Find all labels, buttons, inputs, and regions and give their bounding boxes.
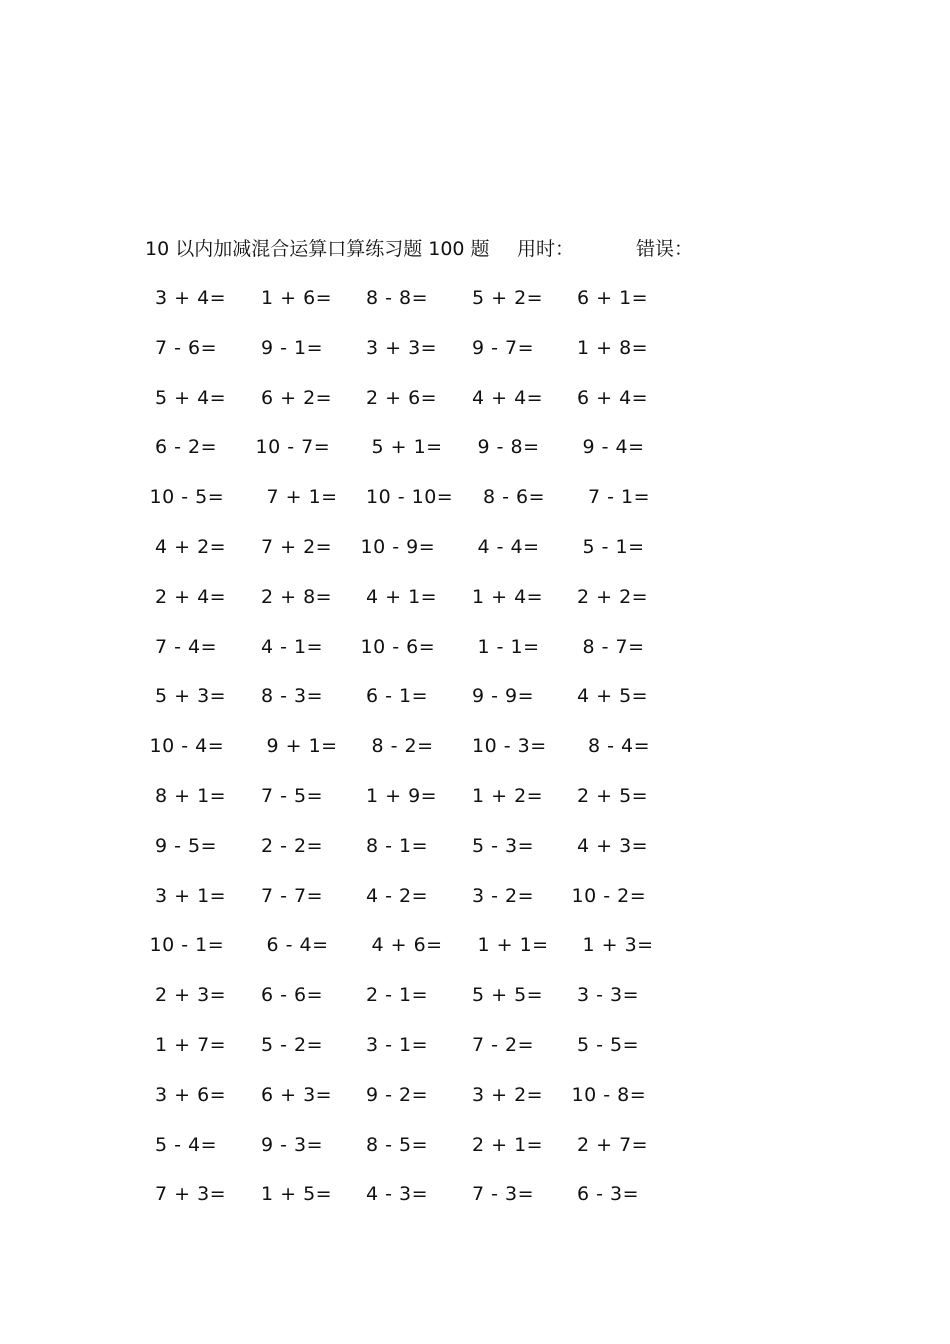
problem-item: 1 + 3= (582, 934, 654, 957)
problem-item: 7 - 7= (261, 884, 324, 907)
problem-item: 1 + 6= (261, 287, 333, 309)
problem-item: 4 + 4= (472, 386, 544, 409)
error-count-label: 错误： (636, 238, 694, 260)
problem-item: 1 + 9= (366, 784, 438, 807)
problem-item: 6 + 4= (577, 386, 649, 409)
problem-item: 1 - 1= (477, 635, 540, 658)
problem-item: 10 - 1= (149, 934, 225, 957)
problem-row (0, 333, 950, 383)
problem-item: 5 - 2= (261, 1033, 324, 1056)
worksheet-header (0, 234, 950, 264)
problem-item: 5 - 1= (582, 535, 645, 558)
problem-row (0, 980, 950, 1030)
problem-row (0, 1179, 950, 1229)
problem-item: 6 + 2= (261, 386, 333, 409)
problem-row (0, 1080, 950, 1130)
worksheet-title: 10 以内加减混合运算口算练习题 100 题 (145, 238, 490, 260)
problem-item: 1 + 5= (261, 1183, 333, 1206)
problem-item: 8 - 4= (588, 735, 651, 758)
problem-item: 9 - 7= (472, 336, 535, 359)
problem-item: 7 + 3= (155, 1183, 227, 1206)
problem-item: 1 + 1= (477, 934, 549, 957)
problem-item: 4 + 2= (155, 535, 227, 558)
problem-item: 5 + 3= (155, 685, 227, 708)
problem-item: 6 - 2= (155, 436, 218, 459)
problem-row (0, 432, 950, 482)
problem-item: 10 - 6= (360, 635, 436, 658)
problem-row (0, 383, 950, 433)
problem-item: 9 + 1= (266, 735, 338, 758)
problem-item: 9 - 9= (472, 685, 535, 708)
problem-item: 5 - 3= (472, 834, 535, 857)
problem-row (0, 283, 950, 333)
problem-item: 6 + 1= (577, 287, 649, 309)
problem-item: 5 + 2= (472, 287, 544, 309)
problem-item: 10 - 4= (149, 735, 225, 758)
problem-row (0, 482, 950, 532)
problem-item: 3 + 4= (155, 287, 227, 309)
problem-item: 3 + 1= (155, 884, 227, 907)
problem-item: 1 + 2= (472, 784, 544, 807)
problem-row (0, 831, 950, 881)
time-used-label: 用时： (517, 238, 575, 260)
problem-item: 4 - 2= (366, 884, 429, 907)
problem-row (0, 781, 950, 831)
problem-item: 8 - 6= (483, 486, 546, 509)
problem-item: 2 + 2= (577, 585, 649, 608)
problem-item: 7 - 4= (155, 635, 218, 658)
problem-item: 8 - 2= (371, 735, 434, 758)
problem-item: 3 + 3= (366, 336, 438, 359)
problem-row (0, 1030, 950, 1080)
problem-item: 2 - 1= (366, 984, 429, 1007)
problem-item: 3 + 2= (472, 1083, 544, 1106)
problem-item: 6 - 1= (366, 685, 429, 708)
problem-row (0, 930, 950, 980)
problem-item: 2 + 6= (366, 386, 438, 409)
problem-item: 10 - 10= (366, 486, 454, 509)
problem-row (0, 881, 950, 931)
problem-item: 4 + 3= (577, 834, 649, 857)
problem-item: 2 + 3= (155, 984, 227, 1007)
problem-row (0, 681, 950, 731)
problem-grid (0, 283, 950, 1229)
problem-item: 10 - 8= (571, 1083, 647, 1106)
problem-item: 5 - 5= (577, 1033, 640, 1056)
problem-row (0, 582, 950, 632)
problem-item: 5 + 4= (155, 386, 227, 409)
problem-item: 1 + 4= (472, 585, 544, 608)
problem-item: 7 - 2= (472, 1033, 535, 1056)
problem-item: 6 + 3= (261, 1083, 333, 1106)
problem-item: 2 - 2= (261, 834, 324, 857)
problem-item: 9 - 8= (477, 436, 540, 459)
problem-row (0, 731, 950, 781)
problem-item: 3 - 3= (577, 984, 640, 1007)
problem-item: 2 + 1= (472, 1133, 544, 1156)
problem-item: 10 - 9= (360, 535, 436, 558)
problem-item: 8 - 1= (366, 834, 429, 857)
problem-item: 4 - 3= (366, 1183, 429, 1206)
problem-item: 6 - 4= (266, 934, 329, 957)
problem-item: 1 + 8= (577, 336, 649, 359)
problem-item: 6 - 6= (261, 984, 324, 1007)
problem-item: 7 + 1= (266, 486, 338, 509)
problem-item: 8 - 7= (582, 635, 645, 658)
problem-item: 4 - 1= (261, 635, 324, 658)
problem-item: 10 - 3= (472, 735, 547, 758)
problem-item: 4 - 4= (477, 535, 540, 558)
problem-row (0, 1130, 950, 1180)
problem-row (0, 532, 950, 582)
problem-item: 5 + 1= (371, 436, 443, 459)
problem-item: 2 + 5= (577, 784, 649, 807)
problem-item: 2 + 8= (261, 585, 333, 608)
problem-item: 4 + 6= (371, 934, 443, 957)
problem-item: 2 + 4= (155, 585, 227, 608)
problem-item: 5 - 4= (155, 1133, 218, 1156)
problem-item: 5 + 5= (472, 984, 544, 1007)
problem-item: 2 + 7= (577, 1133, 649, 1156)
problem-item: 7 - 3= (472, 1183, 535, 1206)
problem-item: 8 - 3= (261, 685, 324, 708)
problem-item: 4 + 1= (366, 585, 438, 608)
problem-item: 9 - 1= (261, 336, 324, 359)
problem-item: 9 - 4= (582, 436, 645, 459)
problem-item: 6 - 3= (577, 1183, 640, 1206)
problem-item: 8 - 8= (366, 287, 429, 309)
problem-item: 10 - 2= (571, 884, 647, 907)
problem-item: 9 - 2= (366, 1083, 429, 1106)
problem-item: 10 - 5= (149, 486, 225, 509)
problem-item: 3 - 2= (472, 884, 535, 907)
problem-row (0, 632, 950, 682)
problem-item: 4 + 5= (577, 685, 649, 708)
problem-item: 3 - 1= (366, 1033, 429, 1056)
problem-item: 8 - 5= (366, 1133, 429, 1156)
problem-item: 7 + 2= (261, 535, 333, 558)
problem-item: 8 + 1= (155, 784, 227, 807)
problem-item: 1 + 7= (155, 1033, 227, 1056)
problem-item: 9 - 3= (261, 1133, 324, 1156)
problem-item: 7 - 5= (261, 784, 324, 807)
problem-item: 7 - 6= (155, 336, 218, 359)
problem-item: 7 - 1= (588, 486, 651, 509)
problem-item: 10 - 7= (255, 436, 331, 459)
problem-item: 3 + 6= (155, 1083, 227, 1106)
problem-item: 9 - 5= (155, 834, 218, 857)
